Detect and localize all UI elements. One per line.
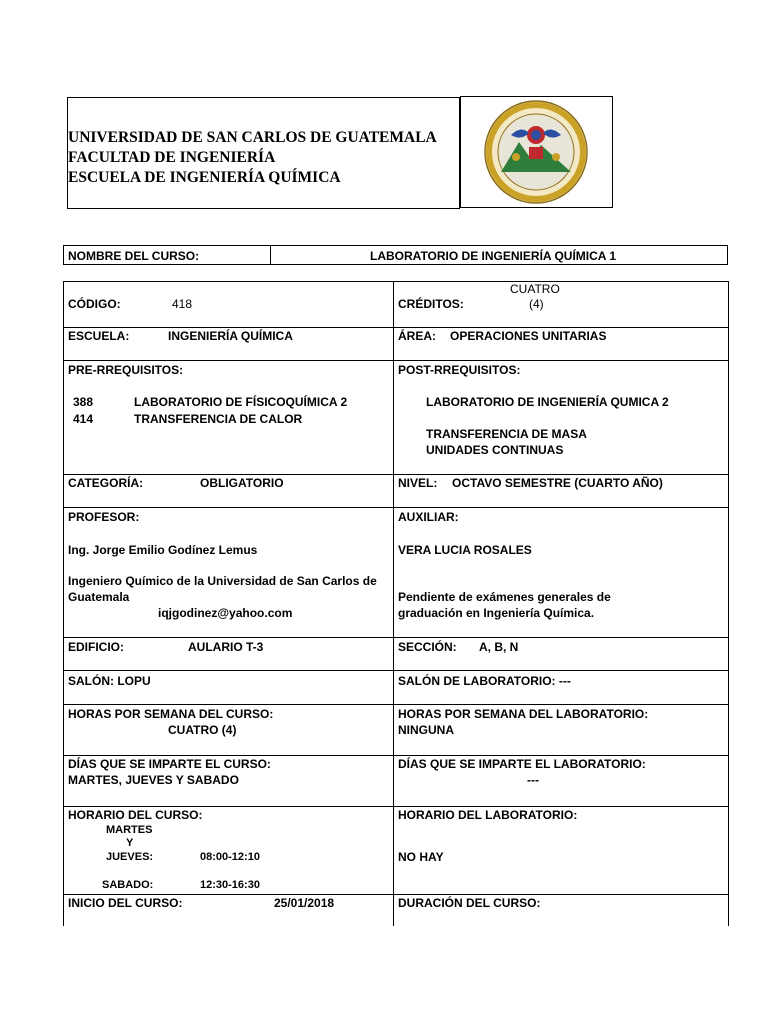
faculty-name: FACULTAD DE INGENIERÍA <box>68 149 276 166</box>
inicio-label: INICIO DEL CURSO: <box>68 896 183 910</box>
escuela-value: INGENIERÍA QUÍMICA <box>168 329 293 343</box>
nivel-value: OCTAVO SEMESTRE (CUARTO AÑO) <box>452 476 663 490</box>
categoria-value: OBLIGATORIO <box>200 476 284 490</box>
prereq-name: LABORATORIO DE FÍSICOQUÍMICA 2 <box>134 395 348 409</box>
table-line <box>63 281 64 926</box>
dias-lab-label: DÍAS QUE SE IMPARTE EL LABORATORIO: <box>398 757 646 771</box>
profesor-email: iqjgodinez@yahoo.com <box>158 606 293 620</box>
table-line <box>63 637 728 638</box>
horas-lab-label: HORAS POR SEMANA DEL LABORATORIO: <box>398 707 649 721</box>
table-line <box>63 755 728 756</box>
horario-sabado: SABADO: <box>102 879 154 891</box>
prereq-code: 414 <box>73 412 94 426</box>
auxiliar-name: VERA LUCIA ROSALES <box>398 543 532 557</box>
postreq-item: UNIDADES CONTINUAS <box>426 443 564 457</box>
table-line <box>63 704 728 705</box>
auxiliar-desc: Pendiente de exámenes generales de <box>398 590 611 604</box>
seccion-label: SECCIÓN: <box>398 640 457 654</box>
course-name-value: LABORATORIO DE INGENIERÍA QUÍMICA 1 <box>370 249 617 263</box>
nivel-label: NIVEL: <box>398 476 438 490</box>
creditos-label: CRÉDITOS: <box>398 297 464 311</box>
duracion-label: DURACIÓN DEL CURSO: <box>398 896 541 910</box>
table-line <box>63 281 728 282</box>
creditos-value-word: CUATRO <box>510 282 560 296</box>
course-name-label: NOMBRE DEL CURSO: <box>68 249 200 263</box>
seccion-value: A, B, N <box>479 640 519 654</box>
horas-curso-label: HORAS POR SEMANA DEL CURSO: <box>68 707 274 721</box>
university-name: UNIVERSIDAD DE SAN CARLOS DE GUATEMALA <box>68 129 437 146</box>
table-line <box>63 327 728 328</box>
horas-curso-value: CUATRO (4) <box>168 723 237 737</box>
horas-lab-value: NINGUNA <box>398 723 454 737</box>
creditos-value: (4) <box>529 297 544 311</box>
dias-lab-value: --- <box>527 773 539 787</box>
table-line <box>63 670 728 671</box>
codigo-value: 418 <box>172 297 193 311</box>
inicio-value: 25/01/2018 <box>274 896 335 910</box>
table-line <box>63 360 728 361</box>
table-line <box>63 806 728 807</box>
postreq-label: POST-RREQUISITOS: <box>398 363 521 377</box>
prereq-code: 388 <box>73 395 94 409</box>
area-value: OPERACIONES UNITARIAS <box>450 329 607 343</box>
prereq-label: PRE-RREQUISITOS: <box>68 363 184 377</box>
table-line <box>63 474 728 475</box>
seal-box <box>460 96 613 208</box>
horario-y: Y <box>126 837 134 849</box>
horario-lab-label: HORARIO DEL LABORATORIO: <box>398 808 578 822</box>
school-name: ESCUELA DE INGENIERÍA QUÍMICA <box>68 169 341 186</box>
edificio-value: AULARIO T-3 <box>188 640 264 654</box>
codigo-label: CÓDIGO: <box>68 297 121 311</box>
area-label: ÁREA: <box>398 329 436 343</box>
horario-curso-label: HORARIO DEL CURSO: <box>68 808 203 822</box>
horario-sabado-time: 12:30-16:30 <box>200 879 260 891</box>
prereq-name: TRANSFERENCIA DE CALOR <box>134 412 303 426</box>
horario-jueves: JUEVES: <box>106 851 154 863</box>
postreq-item: TRANSFERENCIA DE MASA <box>426 427 587 441</box>
profesor-label: PROFESOR: <box>68 510 140 524</box>
dias-curso-value: MARTES, JUEVES Y SABADO <box>68 773 239 787</box>
auxiliar-label: AUXILIAR: <box>398 510 459 524</box>
dias-curso-label: DÍAS QUE SE IMPARTE EL CURSO: <box>68 757 271 771</box>
table-line <box>728 281 729 926</box>
profesor-name: Ing. Jorge Emilio Godínez Lemus <box>68 543 258 557</box>
auxiliar-desc: graduación en Ingeniería Química. <box>398 606 595 620</box>
edificio-label: EDIFICIO: <box>68 640 124 654</box>
horario-martes: MARTES <box>106 824 153 836</box>
profesor-desc: Ingeniero Químico de la Universidad de San Carlos de <box>68 574 377 588</box>
course-name-divider <box>270 245 271 265</box>
categoria-label: CATEGORÍA: <box>68 476 144 490</box>
table-line <box>63 894 728 895</box>
horario-lab-value: NO HAY <box>398 850 444 864</box>
salon-lab-label: SALÓN DE LABORATORIO: --- <box>398 674 571 688</box>
table-line <box>63 507 728 508</box>
salon-label: SALÓN: LOPU <box>68 674 151 688</box>
escuela-label: ESCUELA: <box>68 329 130 343</box>
university-seal-icon <box>461 97 612 207</box>
horario-jueves-time: 08:00-12:10 <box>200 851 260 863</box>
postreq-item: LABORATORIO DE INGENIERÍA QUMICA 2 <box>426 395 669 409</box>
profesor-desc: Guatemala <box>68 590 130 604</box>
table-line <box>393 281 394 926</box>
